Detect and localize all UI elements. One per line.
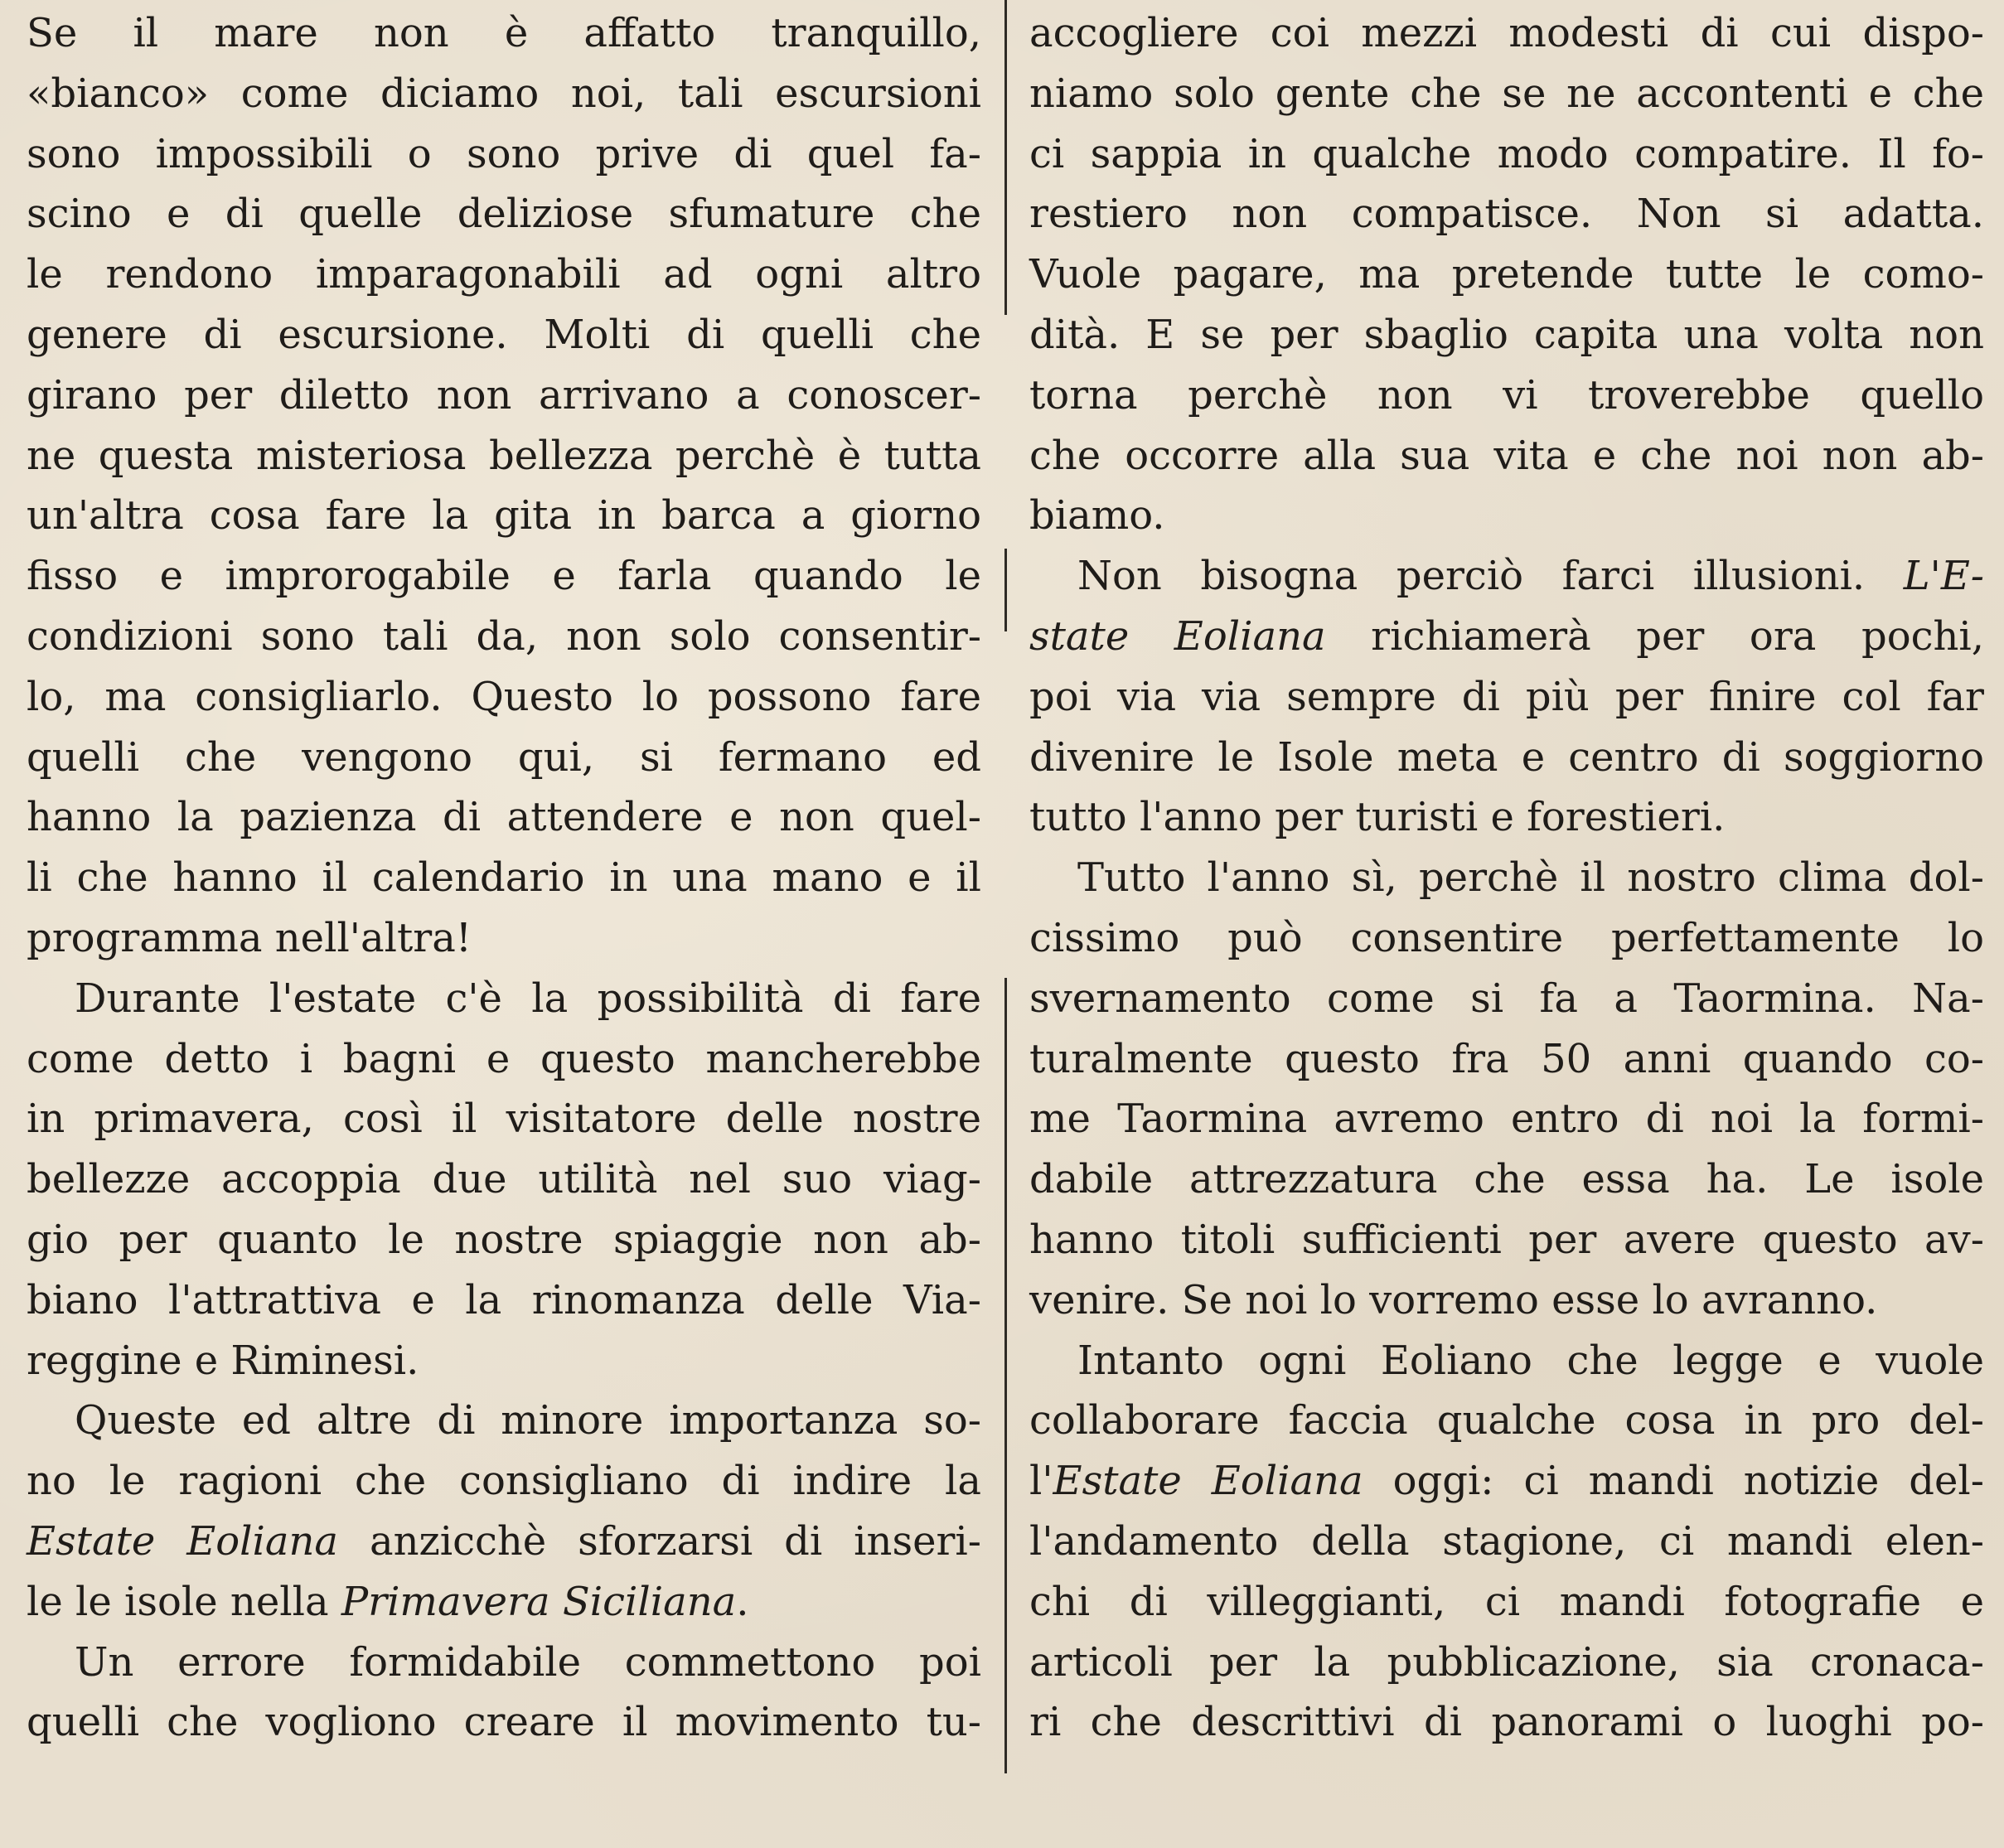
left-column [27,3,981,1753]
italic-title: L'E- [1903,553,1984,600]
text-line: programma nell'altra! [27,914,472,961]
column-divider-bottom [1004,978,1007,1773]
left-paragraph-3 [27,1391,981,1632]
text-line: fisso e improrogabile e farla quando le [27,553,981,600]
text-line: divenire le Isole meta e centro di soggiorno [1029,733,1984,781]
text-line: torna perchè non vi troverebbe quello [1029,371,1984,418]
text-line: ri che descrittivi di panorami o luoghi po- [1029,1699,1984,1746]
text-line: venire. Se noi lo vorremo esse lo avranno. [1029,1276,1878,1323]
text-line: quelli che vengono qui, si fermano ed [27,733,981,781]
italic-title: state Eoliana [1029,612,1326,660]
text-line: «bianco» come diciamo noi, tali escursioni [27,70,981,117]
text-line: come detto i bagni e questo mancherebbe [27,1035,981,1082]
right-paragraph-3 [1029,848,1984,1330]
text-line: le rendono imparagonabili ad ogni altro [27,251,981,298]
text-line: hanno titoli sufficienti per avere questo av- [1029,1216,1984,1263]
text-line: l'Estate Eoliana oggi: ci mandi notizie del- [1029,1458,1984,1505]
left-paragraph-1 [27,3,981,969]
right-column [1029,3,1984,1753]
text-line: scino e di quelle deliziose sfumature che [27,191,981,238]
text-line: Vuole pagare, ma pretende tutte le como- [1029,251,1984,298]
text-line: svernamento come si fa a Taormina. Na- [1029,975,1984,1022]
text-line: un'altra cosa fare la gita in barca a giorno [27,492,981,539]
text-line: Durante l'estate c'è la possibilità di fare [75,975,981,1022]
text-line: collaborare faccia qualche cosa in pro del- [1029,1397,1984,1444]
text-line: restiero non compatisce. Non si adatta. [1029,191,1984,238]
text-line: chi di villeggianti, ci mandi fotografie e [1029,1578,1984,1625]
text-line: Non bisogna perciò farci illusioni. L'E- [1077,553,1984,600]
text-line: le le isole nella Primavera Siciliana. [27,1578,749,1625]
text-line: quelli che vogliono creare il movimento tu- [27,1699,981,1746]
text-line: che occorre alla sua vita e che noi non ab- [1029,432,1984,479]
text-line: Tutto l'anno sì, perchè il nostro clima dol- [1077,854,1984,902]
text-line: poi via via sempre di più per finire col far [1029,673,1984,720]
text-line: ne questa misteriosa bellezza perchè è tutta [27,432,981,479]
text-line: articoli per la pubblicazione, sia cronaca- [1029,1638,1984,1686]
text-line: turalmente questo fra 50 anni quando co- [1029,1035,1984,1082]
text-line: condizioni sono tali da, non solo consentir- [27,612,981,660]
text-line: Intanto ogni Eoliano che legge e vuole [1077,1337,1984,1384]
column-divider-mid [1004,549,1007,631]
text-line: tutto l'anno per turisti e forestieri. [1029,794,1726,841]
text-line: sono impossibili o sono prive di quel fa- [27,130,981,177]
text-line: l'andamento della stagione, ci mandi elen- [1029,1517,1984,1565]
left-paragraph-2 [27,969,981,1391]
text-line: genere di escursione. Molti di quelli che [27,311,981,358]
text-line: li che hanno il calendario in una mano e il [27,854,981,902]
text-line: niamo solo gente che se ne accontenti e che [1029,70,1984,117]
text-line: state Eoliana richiamerà per ora pochi, [1029,612,1984,660]
text-line: lo, ma consigliarlo. Questo lo possono fare [27,673,981,720]
text-line: Queste ed altre di minore importanza so- [75,1397,981,1444]
text-line: girano per diletto non arrivano a conoscer- [27,371,981,418]
text-line: no le ragioni che consigliano di indire la [27,1458,981,1505]
text-line: ci sappia in qualche modo compatire. Il fo- [1029,130,1984,177]
text-line: me Taormina avremo entro di noi la formi- [1029,1096,1984,1143]
italic-title: Estate Eoliana [27,1517,339,1565]
text-line: Un errore formidabile commettono poi [75,1638,981,1686]
right-paragraph-4 [1029,1331,1984,1754]
text-line: in primavera, così il visitatore delle nostre [27,1096,981,1143]
text-line: dabile attrezzatura che essa ha. Le isole [1029,1156,1984,1203]
text-line: biano l'attrattiva e la rinomanza delle Via- [27,1276,981,1323]
right-paragraph-1 [1029,3,1984,546]
text-line: Estate Eoliana anzicchè sforzarsi di inseri- [27,1517,982,1565]
left-paragraph-4 [27,1633,981,1754]
italic-title: Estate Eoliana [1053,1458,1363,1505]
text-line: accogliere coi mezzi modesti di cui dispo- [1029,10,1984,56]
column-divider-top [1004,0,1007,315]
right-paragraph-2 [1029,546,1984,848]
text-line: hanno la pazienza di attendere e non quel- [27,794,981,841]
text-line: cissimo può consentire perfettamente lo [1029,914,1984,961]
text-line: bellezze accoppia due utilità nel suo viag- [27,1156,981,1203]
text-line: reggine e Riminesi. [27,1337,419,1384]
text-line: gio per quanto le nostre spiaggie non ab- [27,1216,981,1263]
text-line: Se il mare non è affatto tranquillo, [27,10,981,56]
text-line: biamo. [1029,492,1165,539]
text-line: dità. E se per sbaglio capita una volta non [1029,311,1984,358]
italic-title: Primavera Siciliana [341,1578,737,1625]
